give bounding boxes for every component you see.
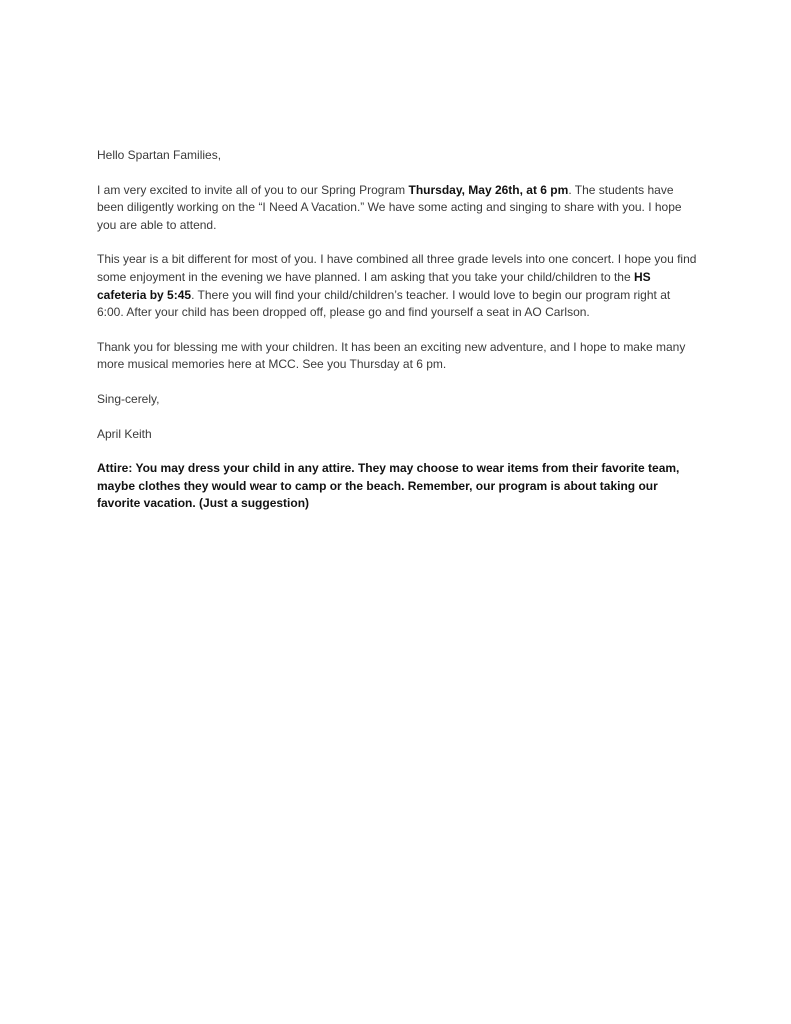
attire-note: Attire: You may dress your child in any attire. They may choose to wear items from their favorite team, maybe clothes they would wear to camp or the beach. Remember, our program is about taking our favorite vacation. (Just a suggestion)	[97, 461, 680, 511]
paragraph-thanks: Thank you for blessing me with your children. It has been an exciting new adventure, and I hope to make many more musical memories here at MCC. See you Thursday at 6 pm.	[97, 339, 686, 372]
greeting: Hello Spartan Families,	[97, 148, 222, 162]
paragraph-dropoff	[97, 251, 697, 321]
dropoff-text-end: . There you will find your child/children’s teacher. I would love to begin our program right at 6:00. After your child has been dropped off, please go and find yourself a seat in AO Carlson.	[97, 287, 671, 320]
program-date: Thursday, May 26th, at 6 pm	[408, 182, 569, 197]
dropoff-text-start: This year is a bit different for most of you. I have combined all three grade levels into one concert. I hope you find some enjoyment in the evening we have planned. I am asking that you take your child/children to the	[97, 252, 697, 284]
dropoff-location: HS cafeteria by 5:45	[97, 269, 651, 302]
signature: April Keith	[97, 426, 152, 441]
invitation-text-end: . The students have been diligently working on the “I Need A Vacation.” We have some acting and singing to share with you. I hope you are able to attend.	[97, 182, 682, 232]
invitation-text-start: I am very excited to invite all of you to our Spring Program	[97, 182, 409, 197]
paragraph-invitation	[97, 182, 697, 235]
closing: Sing-cerely,	[97, 391, 160, 406]
letter-body	[97, 147, 697, 530]
